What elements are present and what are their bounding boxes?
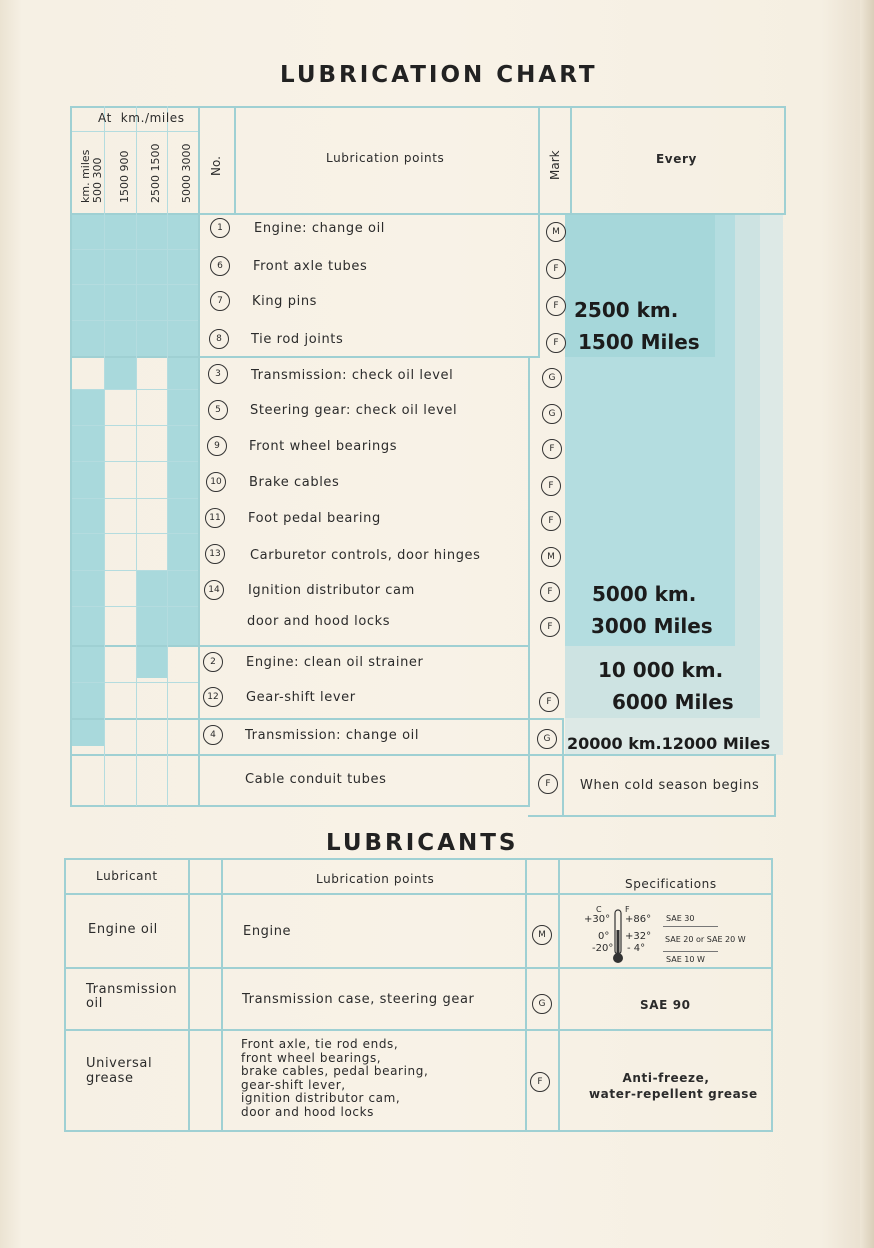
header-lubrication-points: Lubrication points [326, 151, 445, 165]
interval-2500-km: 2500 km. [574, 298, 679, 322]
lubricant-name: Universal grease [86, 1056, 153, 1086]
row-number: 2 [203, 652, 223, 672]
row-point: Transmission: change oil [245, 728, 420, 743]
row-point: Transmission: check oil level [251, 368, 454, 383]
interval-20000: 20000 km.12000 Miles [567, 734, 771, 753]
spec-f: F [625, 905, 630, 914]
chart-title: LUBRICATION CHART [280, 62, 598, 88]
lubricant-points: Front axle, tie rod ends, front wheel bearings, brake cables, pedal bearing, gear-shift lever, ignition distributor cam, door and hood locks [241, 1037, 429, 1119]
row-mark: F [546, 259, 566, 279]
row-point: Carburetor controls, door hinges [250, 548, 481, 563]
row-mark: F [539, 692, 559, 712]
row-point: Front wheel bearings [249, 439, 398, 454]
interval-shade-all [72, 214, 198, 357]
lubricant-spec: SAE 90 [640, 998, 691, 1012]
row-number: 14 [204, 580, 224, 600]
row-point: King pins [252, 294, 318, 309]
header-mark: Mark [548, 150, 562, 180]
header-interval-5000: 5000 3000 [180, 143, 193, 203]
row-point: Ignition distributor cam [248, 583, 415, 598]
header-no: No. [209, 156, 223, 176]
header-at: At km./miles [98, 111, 185, 125]
row-mark: F [546, 333, 566, 353]
interval-2500-miles: 1500 Miles [578, 330, 700, 354]
row-point: door and hood locks [247, 614, 391, 629]
row-number: 11 [205, 508, 225, 528]
lubricant-name: Transmission oil [86, 982, 178, 1011]
row-mark: G [542, 404, 562, 424]
row-mark: F [541, 476, 561, 496]
lubricant-name: Engine oil [88, 922, 158, 937]
header-km-miles: km. miles 500 300 [79, 149, 104, 203]
spec-t3-f: - 4° [627, 943, 646, 954]
lubricants-title: LUBRICANTS [326, 830, 519, 856]
interval-shade [167, 357, 198, 646]
interval-10000-miles: 6000 Miles [612, 690, 734, 714]
spec-t2-f: +32° [625, 931, 652, 942]
row-mark: G [537, 729, 557, 749]
spec-t2-sae: SAE 20 or SAE 20 W [665, 935, 746, 944]
row-number: 6 [210, 256, 230, 276]
row-point: Tie rod joints [251, 332, 344, 347]
row-number: 5 [208, 400, 228, 420]
interval-5000-km: 5000 km. [592, 582, 697, 606]
row-point: Foot pedal bearing [248, 511, 381, 526]
lubricant-spec: Anti-freeze, water-repellent grease [589, 1071, 758, 1101]
interval-cold-season: When cold season begins [580, 778, 760, 793]
interval-10000-km: 10 000 km. [598, 658, 724, 682]
row-number: 4 [203, 725, 223, 745]
lubricant-mark: F [530, 1072, 550, 1092]
interval-shade [72, 389, 104, 746]
spec-t3-c: -20° [592, 943, 614, 954]
row-number: 12 [203, 687, 223, 707]
thermometer-icon [611, 908, 625, 966]
row-mark: M [546, 222, 566, 242]
header-specifications: Specifications [625, 877, 717, 891]
lubricant-points: Engine [243, 924, 292, 939]
row-number: 8 [209, 329, 229, 349]
row-point: Engine: clean oil strainer [246, 655, 424, 670]
row-mark: F [540, 617, 560, 637]
row-number: 9 [207, 436, 227, 456]
header-lubricant: Lubricant [96, 869, 158, 883]
interval-shade [136, 570, 167, 645]
header-interval-1500: 1500 900 [118, 150, 131, 203]
row-mark: F [546, 296, 566, 316]
row-mark: M [541, 547, 561, 567]
header-interval-2500: 2500 1500 [149, 143, 162, 203]
row-mark: F [540, 582, 560, 602]
interval-shade [136, 646, 167, 678]
lubricant-points: Transmission case, steering gear [242, 992, 475, 1007]
page-edge [860, 0, 874, 1248]
row-mark: F [538, 774, 558, 794]
spec-t1-f: +86° [625, 914, 652, 925]
row-mark: F [541, 511, 561, 531]
row-number: 3 [208, 364, 228, 384]
spec-t3-sae: SAE 10 W [666, 955, 705, 964]
lubricant-mark: G [532, 994, 552, 1014]
row-number: 7 [210, 291, 230, 311]
header-every: Every [656, 152, 697, 166]
row-point: Steering gear: check oil level [250, 403, 458, 418]
lubricant-mark: M [532, 925, 552, 945]
row-number: 1 [210, 218, 230, 238]
spec-t1-c: +30° [584, 914, 611, 925]
row-number: 10 [206, 472, 226, 492]
spec-c: C [596, 905, 602, 914]
row-point: Front axle tubes [253, 259, 368, 274]
spec-t1-sae: SAE 30 [666, 914, 695, 923]
interval-5000-miles: 3000 Miles [591, 614, 713, 638]
row-point: Gear-shift lever [246, 690, 356, 705]
row-point: Cable conduit tubes [245, 772, 387, 787]
row-mark: G [542, 368, 562, 388]
row-point: Brake cables [249, 475, 340, 490]
spec-t2-c: 0° [598, 931, 610, 942]
header-lubricant-points: Lubrication points [316, 872, 435, 886]
interval-shade [104, 357, 136, 389]
row-number: 13 [205, 544, 225, 564]
row-point: Engine: change oil [254, 221, 386, 236]
row-mark: F [542, 439, 562, 459]
